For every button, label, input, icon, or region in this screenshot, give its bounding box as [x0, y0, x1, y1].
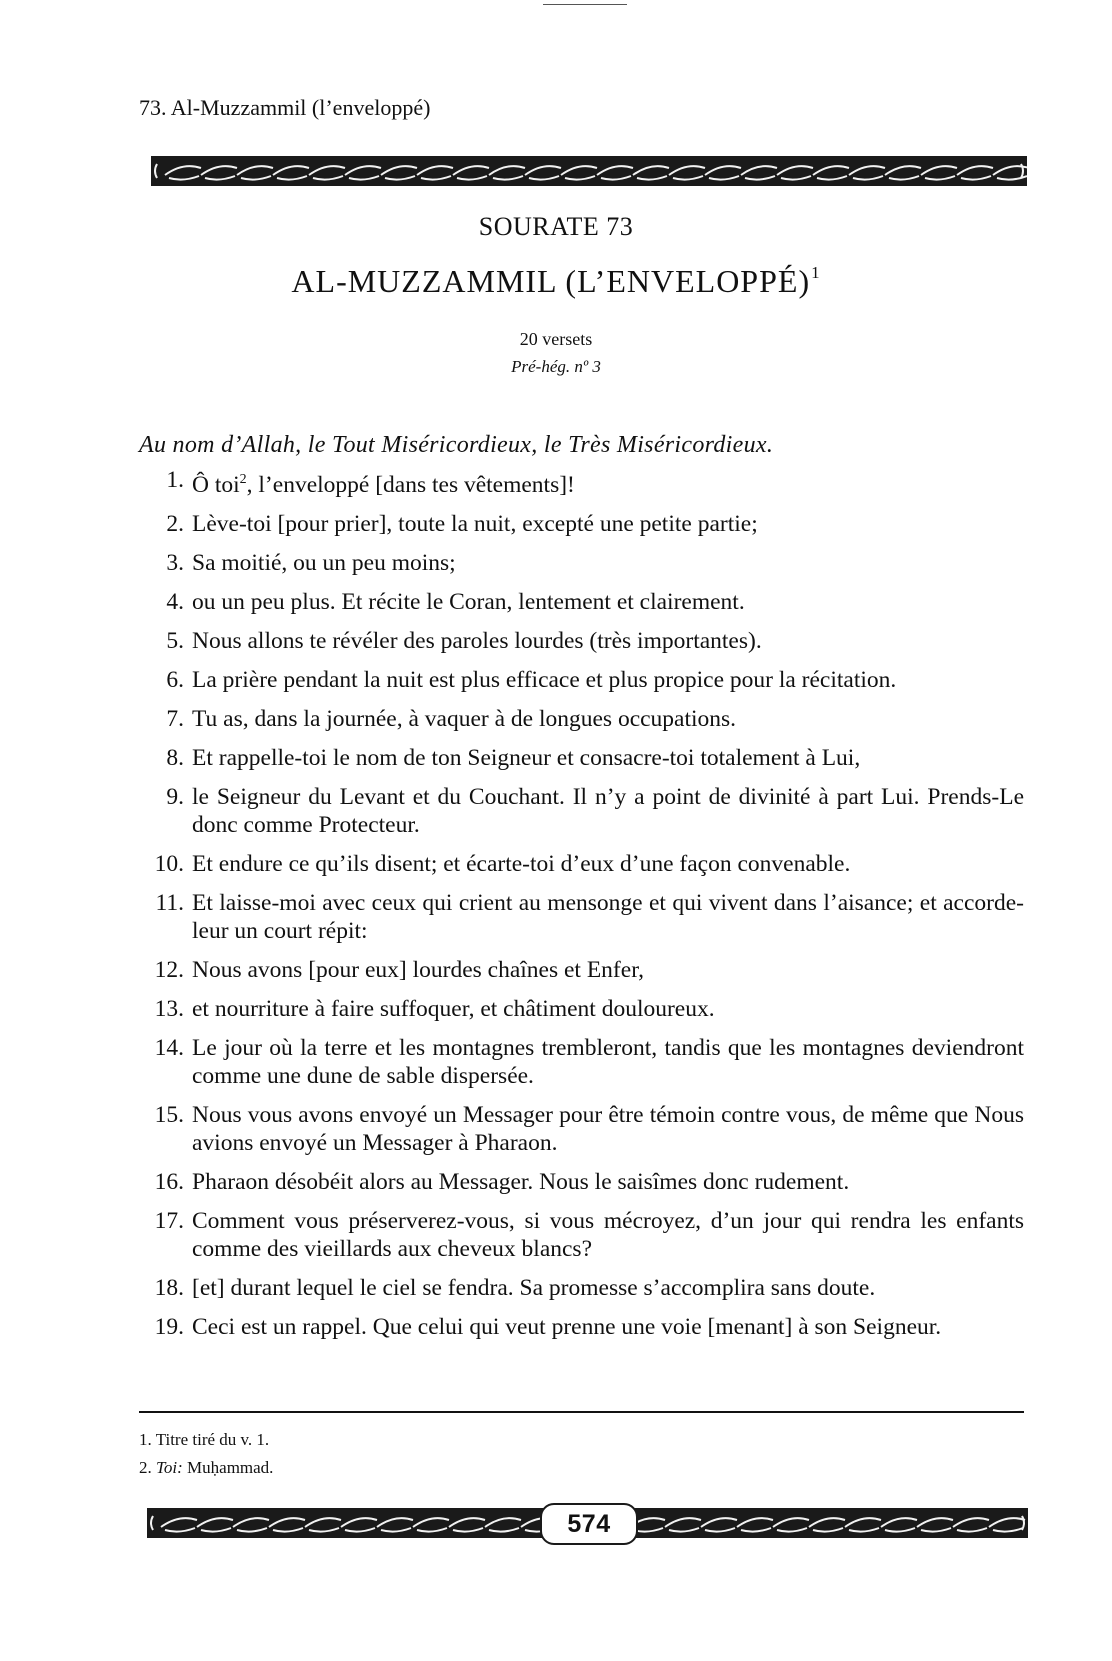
chain-link: [377, 1518, 413, 1527]
chain-link: [917, 1518, 953, 1527]
chain-end: [1022, 1516, 1024, 1530]
verse-text-part: Ceci est un rappel. Que celui qui veut prenne une voie [menant] à son Seigneur.: [192, 1314, 942, 1340]
chain-link: [449, 1518, 485, 1527]
chain-link: [845, 1518, 881, 1527]
chain-link: [273, 1528, 303, 1532]
verse-item: [139, 705, 1024, 733]
chain-link: [413, 1518, 449, 1527]
chain-link: [237, 166, 273, 175]
ornamental-band-top: [151, 156, 1027, 186]
chain-link: [881, 1518, 917, 1527]
chain-link: [921, 166, 957, 175]
verse-text-part: Et rappelle-toi le nom de ton Seigneur et consacre-toi totalement à Lui,: [192, 745, 861, 771]
verse-item: [139, 627, 1024, 655]
verse-text-part: Tu as, dans la journée, à vaquer à de longues occupations.: [192, 706, 737, 732]
verse-number: 7.: [166, 706, 184, 732]
verse-text-part: La prière pendant la nuit est plus efficace et plus propice pour la récitation.: [192, 667, 897, 693]
chain-link: [957, 1528, 987, 1532]
chain-link: [345, 1528, 375, 1532]
verse-number: 9.: [166, 784, 184, 810]
verse-item: [139, 549, 1024, 577]
chain-end: [155, 164, 157, 178]
verse-text: [192, 666, 1024, 694]
chain-link: [957, 166, 993, 175]
chain-link: [809, 1518, 845, 1527]
verse-number: 11.: [155, 890, 184, 916]
verse-item: [139, 889, 1024, 945]
surah-title-text: AL-MUZZAMMIL (L’ENVELOPPÉ): [291, 263, 811, 299]
chain-link: [205, 176, 235, 180]
verse-number: 16.: [154, 1169, 184, 1195]
chain-link: [169, 176, 199, 180]
verse-item: [139, 1168, 1024, 1196]
verse-text-part: Nous avons [pour eux] lourdes chaînes et Enfer,: [192, 957, 644, 983]
chain-link: [633, 166, 669, 175]
verse-text: [192, 956, 1024, 984]
chain-link: [529, 176, 559, 180]
chain-pattern-top: [151, 156, 1027, 186]
chain-link: [273, 166, 309, 175]
verse-item: [139, 588, 1024, 616]
verse-number: 2.: [166, 511, 184, 537]
chain-link: [277, 176, 307, 180]
verse-item: [139, 466, 1024, 499]
verse-text: [192, 1034, 1024, 1090]
chain-link: [813, 166, 849, 175]
chain-link: [381, 166, 417, 175]
chain-link: [705, 1528, 735, 1532]
chain-link: [457, 176, 487, 180]
chain-link: [269, 1518, 305, 1527]
chain-link: [305, 1518, 341, 1527]
verse-number: 17.: [154, 1208, 184, 1234]
footnote-2-text: Muḥammad.: [182, 1458, 274, 1477]
chain-link: [669, 1528, 699, 1532]
chain-link: [341, 1518, 377, 1527]
chain-link: [381, 1528, 411, 1532]
chain-link: [817, 176, 847, 180]
chain-link: [849, 166, 885, 175]
chain-link: [385, 176, 415, 180]
revelation-period: Pré-hég. nº 3: [511, 357, 601, 376]
verse-item: [139, 510, 1024, 538]
verse-item: [139, 666, 1024, 694]
chain-link: [597, 166, 633, 175]
chain-link: [781, 176, 811, 180]
footnote-2: [139, 1454, 273, 1482]
sourate-heading: [0, 212, 1112, 242]
footnote-2-label: 2.: [139, 1458, 156, 1477]
verse-number: 18.: [154, 1275, 184, 1301]
verse-text-part: Et endure ce qu’ils disent; et écarte-toi d’eux d’une façon convenable.: [192, 851, 851, 877]
verse-number: 10.: [154, 851, 184, 877]
verse-text: [192, 1168, 1024, 1196]
chain-link: [417, 1528, 447, 1532]
chain-link: [665, 1518, 701, 1527]
chain-link: [741, 166, 777, 175]
verse-text-part: Comment vous préserverez-vous, si vous mécroyez, d’un jour qui rendra les enfants comme des vieillards aux cheveux blancs?: [192, 1208, 1024, 1262]
verse-text-part: , l’enveloppé [dans tes vêtements]!: [246, 472, 575, 498]
chain-link: [309, 166, 345, 175]
verse-text-part: Le jour où la terre et les montagnes trembleront, tandis que les montagnes deviendront comme une dune de sable dispersée.: [192, 1035, 1024, 1089]
verse-text-part: et nourriture à faire suffoquer, et châtiment douloureux.: [192, 996, 715, 1022]
verse-item: [139, 783, 1024, 839]
verse-text: [192, 744, 1024, 772]
chain-link: [777, 166, 813, 175]
chain-link: [669, 166, 705, 175]
chain-link: [489, 166, 525, 175]
running-head: 73. Al-Muzzammil (l’enveloppé): [139, 95, 431, 120]
chain-link: [885, 166, 921, 175]
chain-link: [705, 166, 741, 175]
surah-title: [0, 263, 1112, 300]
verse-text: [192, 549, 1024, 577]
chain-link: [485, 1518, 521, 1527]
verse-text-part: Nous allons te révéler des paroles lourdes (très importantes).: [192, 628, 762, 654]
chain-link: [421, 176, 451, 180]
chain-link: [237, 1528, 267, 1532]
verse-number: 19.: [154, 1314, 184, 1340]
page-number: 574: [540, 1503, 638, 1545]
verse-footnote-marker: 2: [239, 472, 247, 487]
verse-item: [139, 744, 1024, 772]
basmala: Au nom d’Allah, le Tout Miséricordieux, le Très Miséricordieux.: [139, 432, 774, 458]
verse-text-part: Ô toi: [192, 472, 240, 498]
chain-link: [925, 176, 955, 180]
chain-link: [637, 176, 667, 180]
verse-text-part: Et laisse-moi avec ceux qui crient au mensonge et qui vivent dans l’aisance; et accorde-leur un court répit:: [192, 890, 1024, 944]
verse-number: 1.: [166, 467, 184, 493]
chain-link: [889, 176, 919, 180]
verse-text: [192, 850, 1024, 878]
verse-item: [139, 850, 1024, 878]
verse-text-part: le Seigneur du Levant et du Couchant. Il n’y a point de divinité à part Lui. Prends-Le donc comme Protecteur.: [192, 784, 1024, 838]
chain-end: [1021, 164, 1023, 178]
chain-link: [813, 1528, 843, 1532]
verse-count: 20 versets: [519, 329, 593, 349]
verse-text: [192, 1207, 1024, 1263]
verse-number: 15.: [154, 1102, 184, 1128]
chain-link: [313, 176, 343, 180]
verse-text: [192, 510, 1024, 538]
chain-link: [601, 176, 631, 180]
chain-link: [161, 1518, 197, 1527]
chain-link: [853, 176, 883, 180]
chain-link: [453, 166, 489, 175]
verse-item: [139, 1313, 1024, 1341]
verse-text: [192, 627, 1024, 655]
verse-item: [139, 1207, 1024, 1263]
footnote-2-term: Toi:: [156, 1458, 183, 1477]
chain-link: [953, 1518, 989, 1527]
chain-link: [165, 166, 201, 175]
verse-text-part: Sa moitié, ou un peu moins;: [192, 550, 456, 576]
chain-link: [349, 176, 379, 180]
verse-text: [192, 466, 1024, 499]
verse-text-part: Pharaon désobéit alors au Messager. Nous le saisîmes donc rudement.: [192, 1169, 850, 1195]
chain-link: [745, 176, 775, 180]
verse-text: [192, 1274, 1024, 1302]
chain-link: [345, 166, 381, 175]
title-footnote-marker: 1: [811, 263, 821, 282]
chain-link: [233, 1518, 269, 1527]
sourate-label: SOURATE 73: [478, 212, 634, 241]
chain-link: [525, 166, 561, 175]
chain-link: [989, 1518, 1025, 1527]
chain-link: [741, 1528, 771, 1532]
verse-text: [192, 1101, 1024, 1157]
top-rule: [543, 4, 627, 5]
verse-item: [139, 1101, 1024, 1157]
chain-link: [241, 176, 271, 180]
footnote-1: [139, 1426, 273, 1454]
chain-link: [777, 1528, 807, 1532]
verse-text: [192, 889, 1024, 945]
chain-end: [151, 1516, 153, 1530]
chain-link: [165, 1528, 195, 1532]
verse-text-part: Lève-toi [pour prier], toute la nuit, excepté une petite partie;: [192, 511, 758, 537]
chain-link: [993, 1528, 1023, 1532]
chain-link: [201, 166, 237, 175]
chain-link: [737, 1518, 773, 1527]
chain-link: [309, 1528, 339, 1532]
chain-link: [453, 1528, 483, 1532]
verse-text: [192, 995, 1024, 1023]
chain-link: [709, 176, 739, 180]
verse-text-part: ou un peu plus. Et récite le Coran, lentement et clairement.: [192, 589, 745, 615]
verse-number: 13.: [154, 996, 184, 1022]
footnote-rule: [139, 1411, 1024, 1413]
chain-link: [489, 1528, 519, 1532]
verse-text-part: [et] durant lequel le ciel se fendra. Sa promesse s’accomplira sans doute.: [192, 1275, 876, 1301]
verse-text: [192, 1313, 1024, 1341]
chain-link: [961, 176, 991, 180]
verse-list: [139, 466, 1024, 1352]
chain-link: [417, 166, 453, 175]
chain-link: [773, 1518, 809, 1527]
chain-link: [849, 1528, 879, 1532]
chain-link: [921, 1528, 951, 1532]
verse-text: [192, 705, 1024, 733]
verse-number: 14.: [154, 1035, 184, 1061]
chain-link: [565, 176, 595, 180]
chain-link: [197, 1518, 233, 1527]
verse-item: [139, 995, 1024, 1023]
chain-link: [673, 176, 703, 180]
chain-link: [201, 1528, 231, 1532]
verse-number: 3.: [166, 550, 184, 576]
verse-text: [192, 588, 1024, 616]
verse-item: [139, 1034, 1024, 1090]
verse-item: [139, 1274, 1024, 1302]
chain-link: [701, 1518, 737, 1527]
verse-item: [139, 956, 1024, 984]
verse-number: 4.: [166, 589, 184, 615]
verse-number: 12.: [154, 957, 184, 983]
chain-link: [493, 176, 523, 180]
verse-text-part: Nous vous avons envoyé un Messager pour être témoin contre vous, de même que Nous avions envoyé un Messager à Pharaon.: [192, 1102, 1024, 1156]
verse-number: 5.: [166, 628, 184, 654]
footnote-1-text: 1. Titre tiré du v. 1.: [139, 1430, 270, 1449]
footnotes: [139, 1426, 273, 1482]
verse-text: [192, 783, 1024, 839]
chain-link: [885, 1528, 915, 1532]
verse-number: 8.: [166, 745, 184, 771]
chain-link: [561, 166, 597, 175]
verse-number: 6.: [166, 667, 184, 693]
